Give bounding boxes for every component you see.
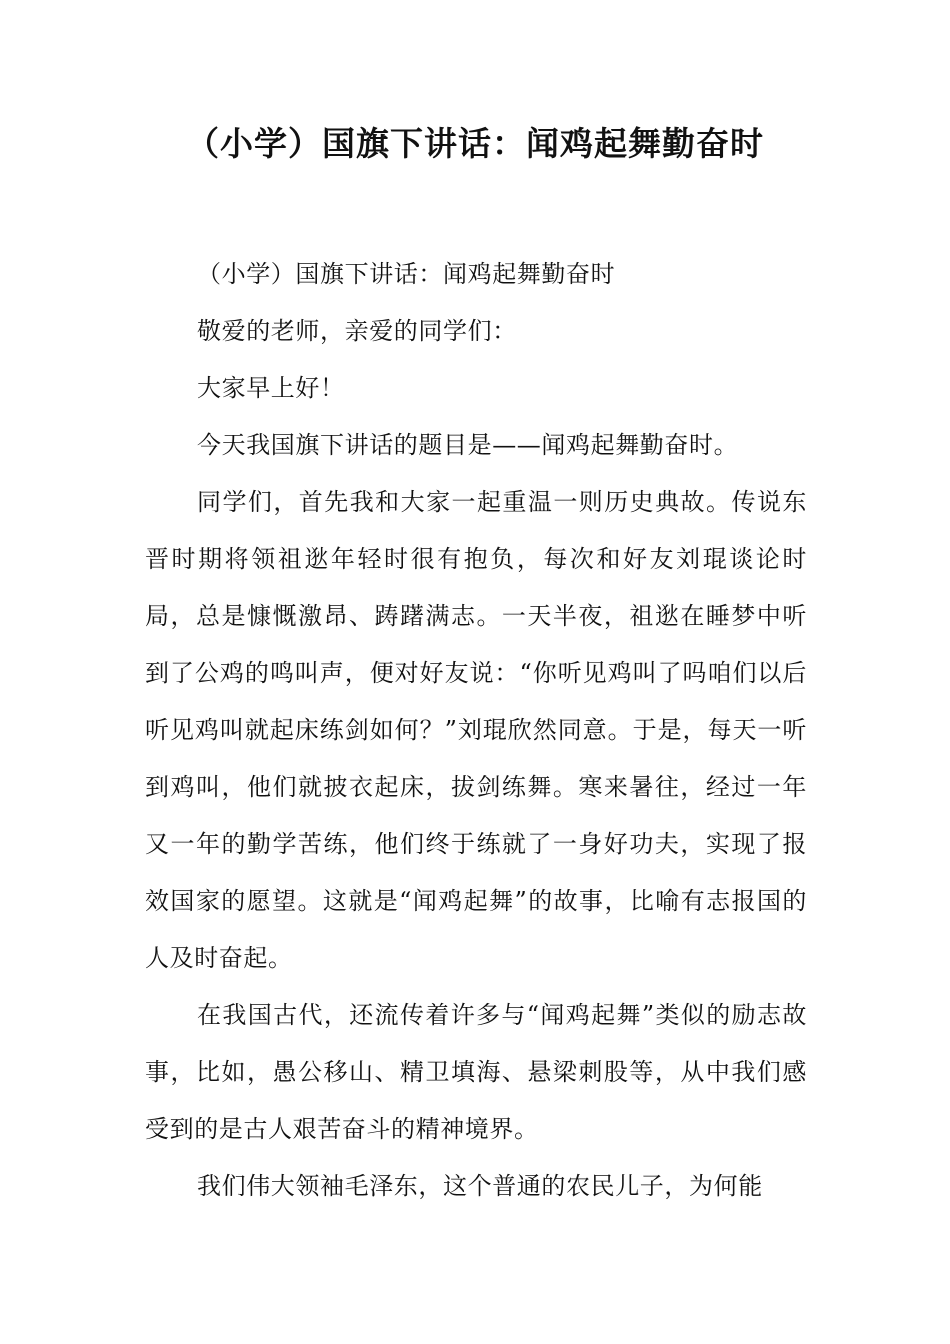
subtitle-paragraph: （小学）国旗下讲话：闻鸡起舞勤奋时 (197, 260, 616, 288)
document-body (145, 246, 807, 1215)
document-title: （小学）国旗下讲话：闻鸡起舞勤奋时 (186, 124, 764, 163)
topic-paragraph: 今天我国旗下讲话的题目是——闻鸡起舞勤奋时。 (197, 431, 739, 459)
story-paragraph: 同学们，首先我和大家一起重温一则历史典故。传说东晋时期将领祖逖年轻时很有抱负，每次和好友刘琨谈论时局，总是慷慨激昂、踌躇满志。一天半夜，祖逖在睡梦中听到了公鸡的鸣叫声，便对好友说：“你听见鸡叫了吗咱们以后听见鸡叫就起床练剑如何？”刘琨欣然同意。于是，每天一听到鸡叫，他们就披衣起床，拔剑练舞。寒来暑往，经过一年又一年的勤学苦练，他们终于练就了一身好功夫，实现了报效国家的愿望。这就是“闻鸡起舞”的故事，比喻有志报国的人及时奋起。 (145, 488, 807, 972)
greeting-paragraph: 大家早上好！ (197, 374, 345, 402)
salutation-paragraph: 敬爱的老师，亲爱的同学们： (197, 317, 517, 345)
ancient-stories-paragraph: 在我国古代，还流传着许多与“闻鸡起舞”类似的励志故事，比如，愚公移山、精卫填海、悬梁刺股等，从中我们感受到的是古人艰苦奋斗的精神境界。 (145, 1001, 807, 1143)
mao-paragraph: 我们伟大领袖毛泽东，这个普通的农民儿子，为何能 (197, 1172, 763, 1200)
